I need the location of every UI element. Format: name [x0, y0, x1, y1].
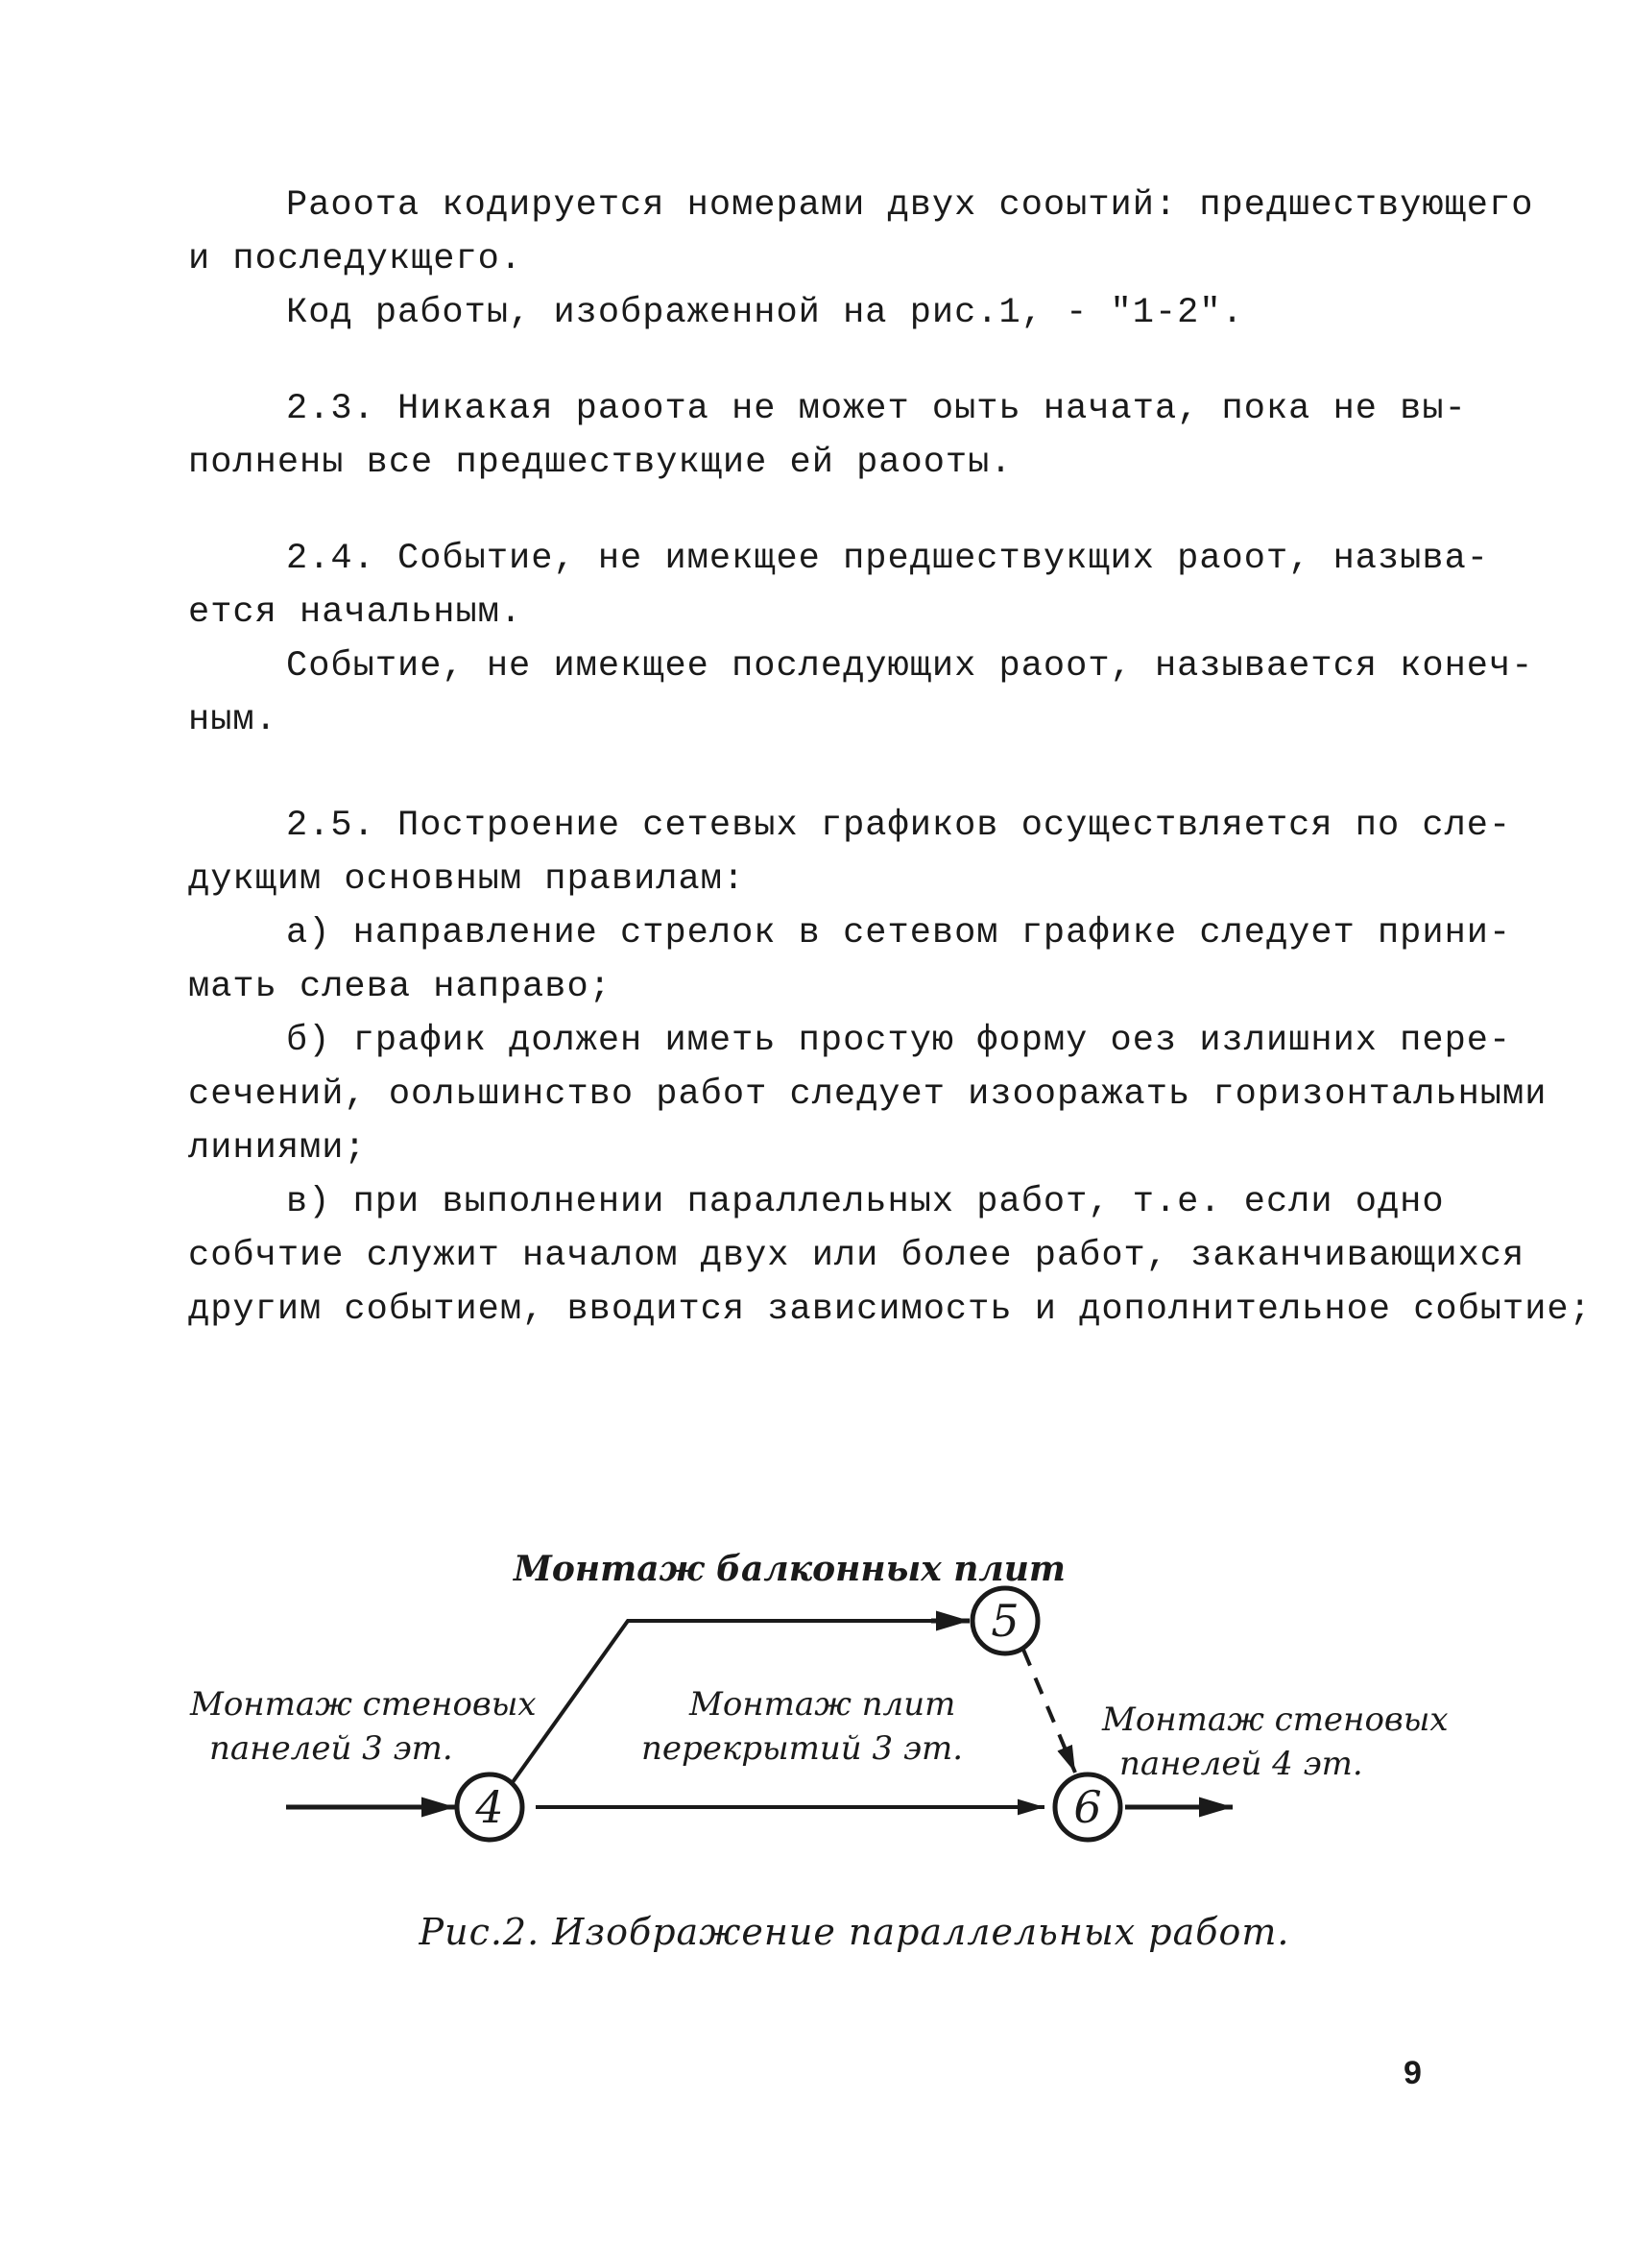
event-node-5	[972, 1588, 1038, 1653]
label-slabs-line1: Монтаж плит	[689, 1685, 956, 1724]
label-walls-4-line2: панелей 4 эт.	[1119, 1745, 1363, 1783]
text-line: полнены все предшествукщие ей раооты.	[188, 443, 1013, 483]
text-line: ным.	[188, 700, 277, 740]
figure-caption: Рис.2. Изображение параллельных работ.	[419, 1911, 1290, 1953]
text-line: другим событием, вводится зависимость и дополнительное событие;	[188, 1290, 1592, 1330]
text-line: Событие, не имекщее последующих раоот, называется конеч-	[286, 646, 1534, 687]
dependency-dashed-arrow	[1023, 1650, 1075, 1773]
text-line: 2.3. Никакая раоота не может оыть начата, пока не вы-	[286, 389, 1467, 429]
text-line: и последукщего.	[188, 239, 523, 279]
text-line: линиями;	[188, 1128, 367, 1169]
text-line: б) график должен иметь простую форму оез излишних пере-	[286, 1021, 1512, 1061]
label-slabs-line2: перекрытий 3 эт.	[641, 1729, 964, 1768]
text-line: ется начальным.	[188, 592, 523, 633]
label-walls-3-line2: панелей 3 эт.	[209, 1729, 453, 1768]
text-line: дукщим основным правилам:	[188, 859, 746, 900]
text-line: 2.4. Событие, не имекщее предшествукщих раоот, называ-	[286, 539, 1489, 579]
page-number: 9	[1404, 2055, 1422, 2091]
node-5-label: 5	[991, 1595, 1020, 1647]
text-line: Раоота кодируется номерами двух сооытий: предшествующего	[286, 185, 1534, 226]
text-line: в) при выполнении параллельных работ, т.е. если одно	[286, 1182, 1445, 1222]
text-line: мать слева направо;	[188, 967, 612, 1007]
event-node-4	[457, 1774, 522, 1840]
label-walls-3-line1: Монтаж стеновых	[190, 1685, 537, 1724]
node-6-label: 6	[1073, 1781, 1102, 1833]
text-line: 2.5. Построение сетевых графиков осуществляется по сле-	[286, 806, 1512, 846]
text-line: сечений, оольшинство работ следует изооражать горизонтальными	[188, 1074, 1548, 1115]
label-walls-4-line1: Монтаж стеновых	[1102, 1701, 1449, 1739]
event-node-6	[1055, 1774, 1120, 1840]
text-line: собчтие служит началом двух или более работ, заканчивающихся	[188, 1236, 1525, 1276]
label-balcony-slabs: Монтаж балконных плит	[514, 1549, 1067, 1589]
node-4-label: 4	[475, 1781, 504, 1833]
text-line: Код работы, изображенной на рис.1, - "1-2".	[286, 293, 1244, 333]
text-line: а) направление стрелок в сетевом графике следует прини-	[286, 913, 1512, 953]
